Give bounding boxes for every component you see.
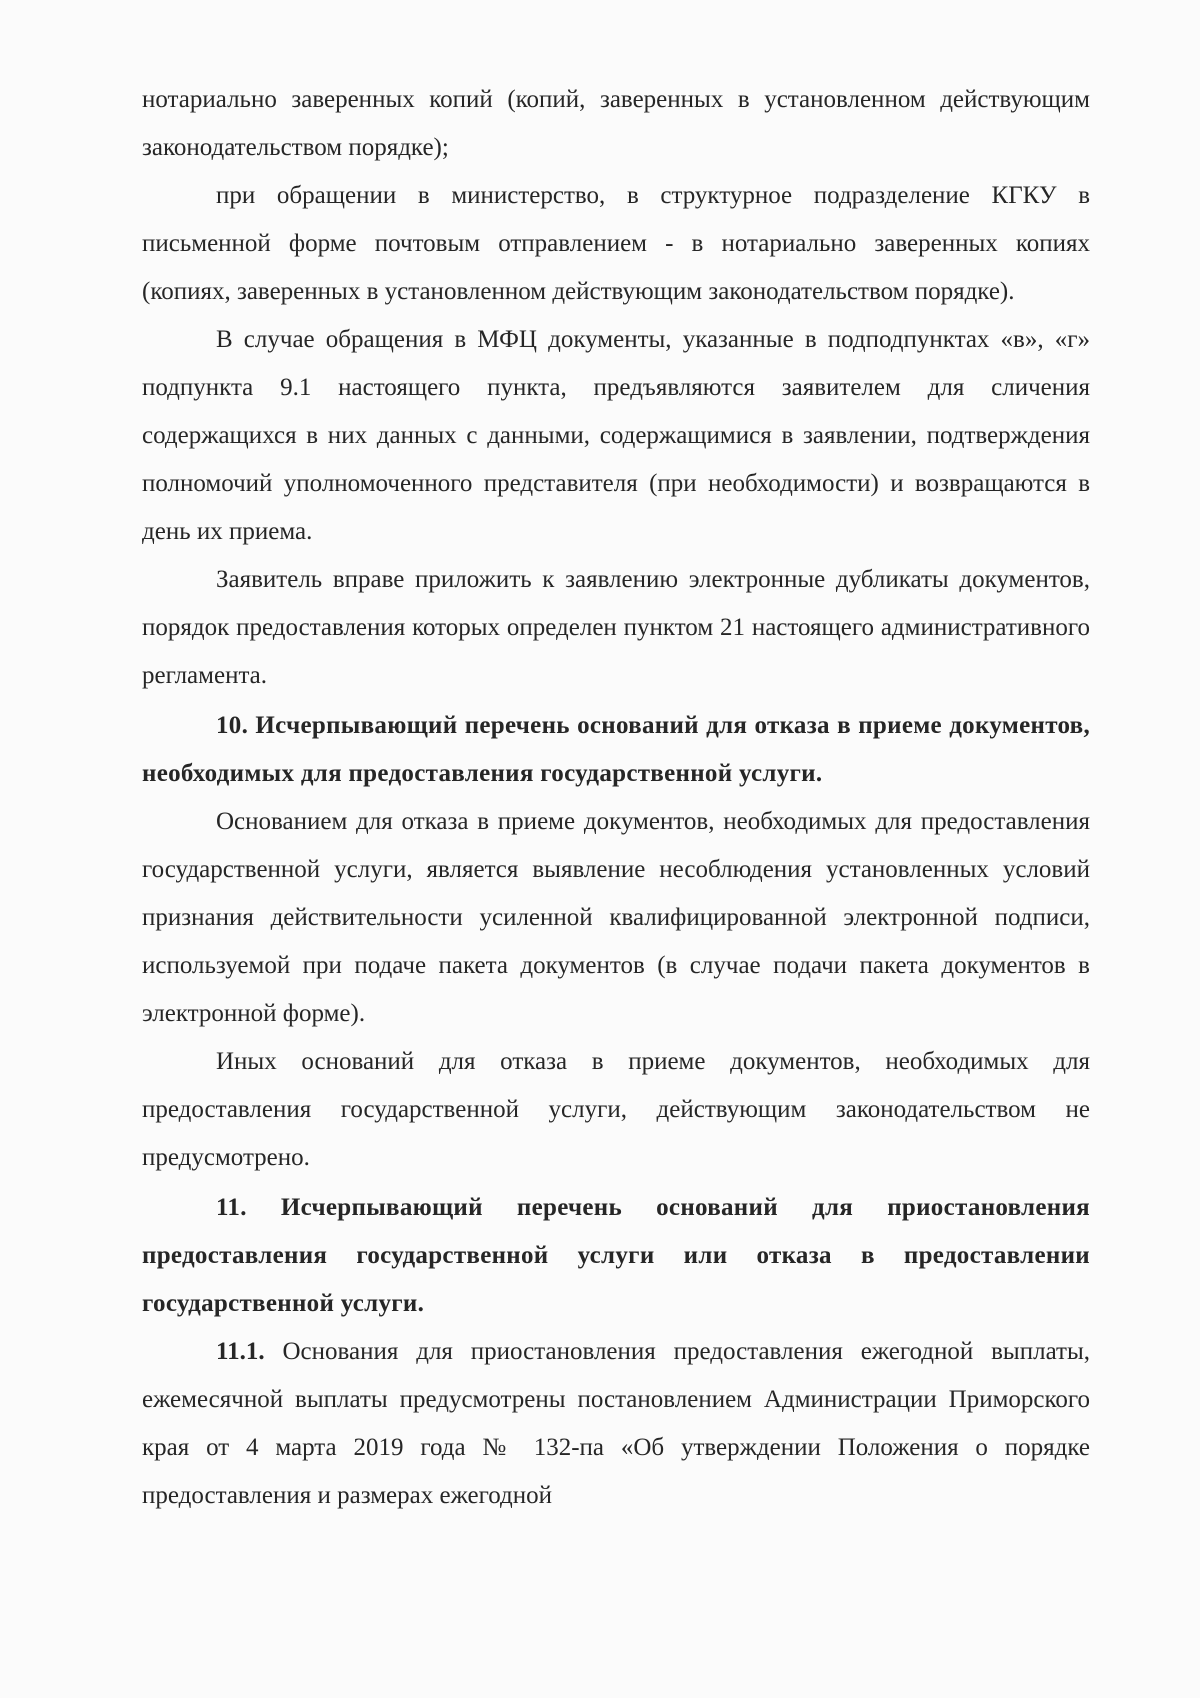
item-text-11-1: Основания для приостановления предоставления ежегодной выплаты, ежемесячной выплаты предусмотрены постановлением Администрации Приморского края от 4 марта 2019 года № 132-па «Об утверждении Положения о порядке предоставления и размерах ежегодной [142, 1338, 1090, 1509]
paragraph-electronic-duplicates: Заявитель вправе приложить к заявлению электронные дубликаты документов, порядок предоставления которых определен пунктом 21 настоящего административного регламента. [142, 566, 1090, 689]
paragraph-refusal-ground: Основанием для отказа в приеме документов, необходимых для предоставления государственной услуги, является выявление несоблюдения установленных условий признания действительности усиленной квалифицированной электронной подписи, используемой при подаче пакета документов (в случае подачи пакета документов в электронной форме). [142, 808, 1090, 1027]
section-heading-10: 10. Исчерпывающий перечень оснований для отказа в приеме документов, необходимых для предоставления государственной услуги. [142, 712, 1090, 787]
paragraph-item-11-1 [142, 1328, 1090, 1520]
section-heading-11: 11. Исчерпывающий перечень оснований для приостановления предоставления государственной услуги или отказа в предоставлении государственной услуги. [142, 1194, 1090, 1317]
paragraph-mfc-documents: В случае обращения в МФЦ документы, указанные в подподпунктах «в», «г» подпункта 9.1 настоящего пункта, предъявляются заявителем для сличения содержащихся в них данных с данными, содержащимися в заявлении, подтверждения полномочий уполномоченного представителя (при необходимости) и возвращаются в день их приема. [142, 326, 1090, 545]
item-number-11-1: 11.1. [216, 1338, 265, 1365]
paragraph-notarial-copies: нотариально заверенных копий (копий, заверенных в установленном действующим законодательством порядке); [142, 86, 1090, 161]
paragraph-postal-submission: при обращении в министерство, в структурное подразделение КГКУ в письменной форме почтовым отправлением - в нотариально заверенных копиях (копиях, заверенных в установленном действующим законодательством порядке). [142, 182, 1090, 305]
paragraph-no-other-grounds: Иных оснований для отказа в приеме документов, необходимых для предоставления государственной услуги, действующим законодательством не предусмотрено. [142, 1048, 1090, 1171]
